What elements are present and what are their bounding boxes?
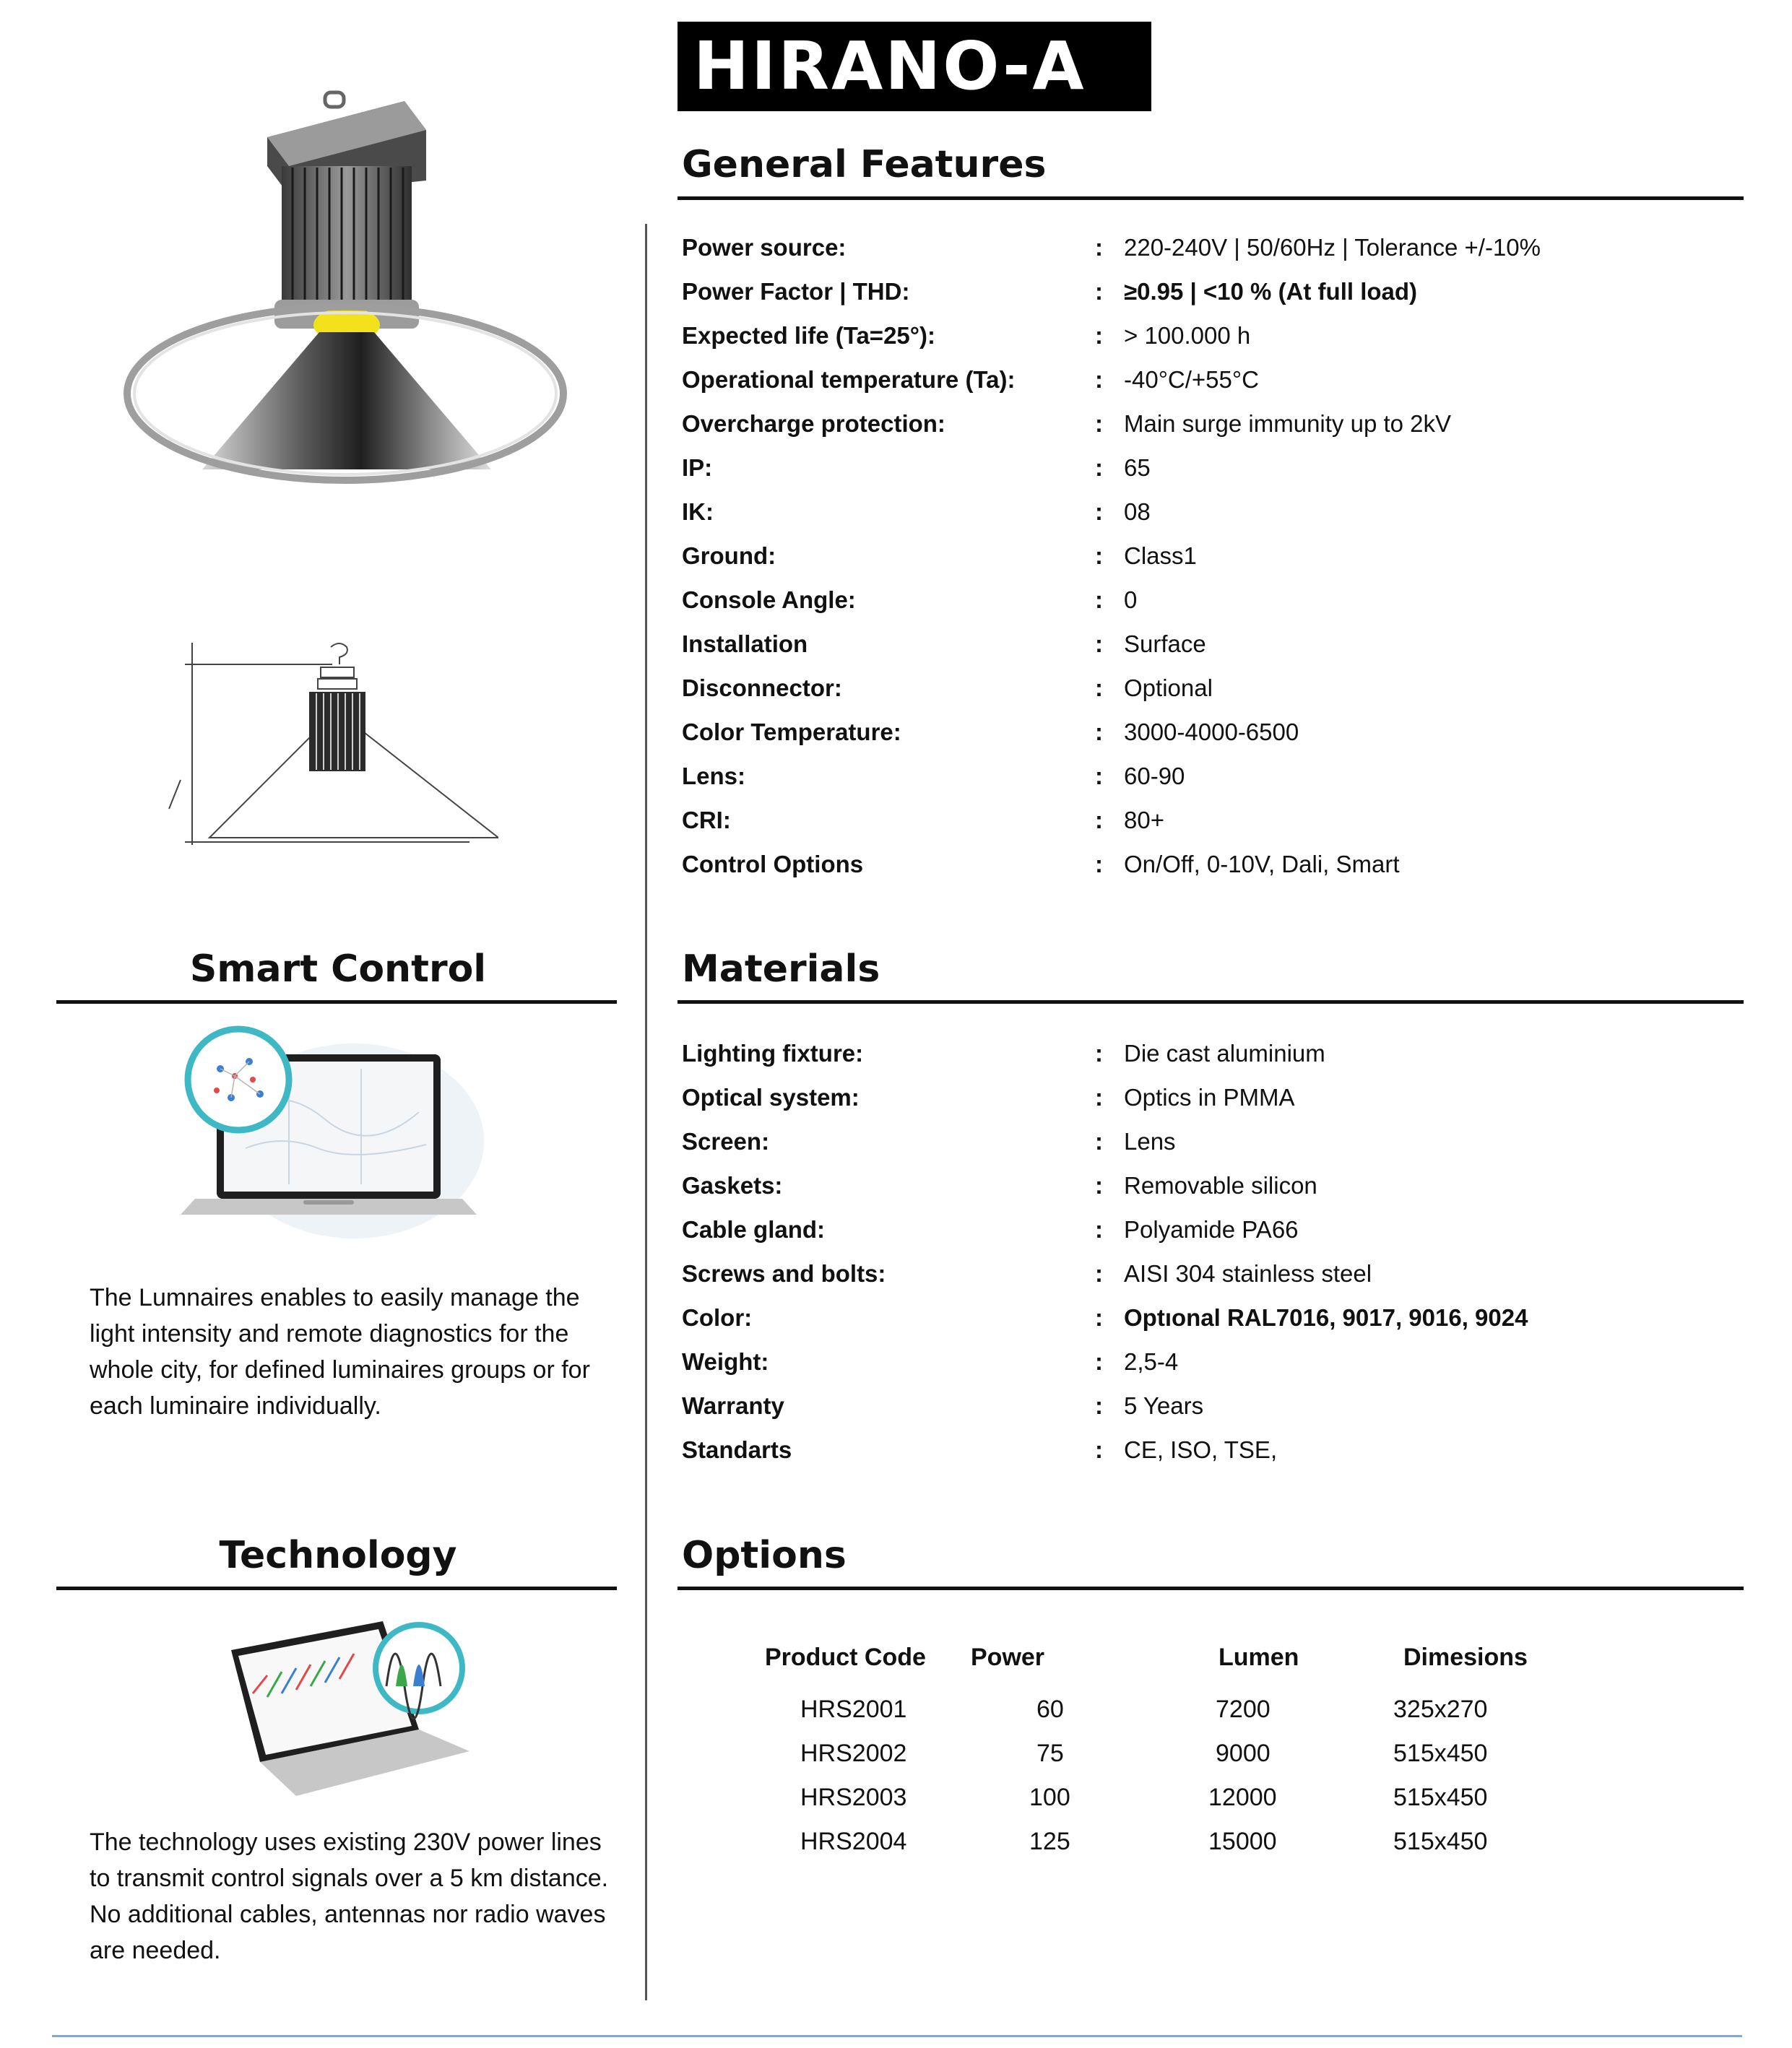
smart-control-heading: Smart Control [189, 947, 487, 991]
spec-value: AISI 304 stainless steel [1124, 1260, 1372, 1287]
spec-label: Weight: [682, 1348, 769, 1375]
spec-label: Gaskets: [682, 1172, 783, 1199]
spec-row [682, 1084, 1765, 1128]
spec-colon: : [1095, 542, 1103, 569]
options-cell: 515x450 [1393, 1828, 1488, 1855]
spec-row [682, 630, 1765, 674]
spec-colon: : [1095, 1304, 1103, 1331]
spec-value: 5 Years [1124, 1392, 1204, 1419]
spec-value: Polyamide PA66 [1124, 1216, 1299, 1243]
technology-text: The technology uses existing 230V power lines to transmit control signals over a 5 km distance. No additional cables, antennas nor radio waves are needed. [90, 1828, 609, 1964]
spec-row [682, 1348, 1765, 1392]
spec-row [682, 410, 1765, 454]
options-cell: 515x450 [1393, 1784, 1488, 1811]
options-cell: 100 [1029, 1784, 1070, 1811]
spec-row [682, 454, 1765, 498]
spec-value: > 100.000 h [1124, 322, 1251, 349]
spec-row [682, 278, 1765, 322]
spec-colon: : [1095, 1348, 1103, 1375]
spec-row [682, 1392, 1765, 1436]
options-cell: HRS2001 [800, 1696, 907, 1723]
general-features-table [682, 234, 1765, 913]
options-cell: 325x270 [1393, 1696, 1488, 1723]
spec-value: 60-90 [1124, 763, 1185, 789]
spec-label: Screws and bolts: [682, 1260, 886, 1287]
spec-colon: : [1095, 851, 1103, 877]
spec-colon: : [1095, 1392, 1103, 1419]
options-cell: 9000 [1216, 1740, 1271, 1767]
spec-label: Power source: [682, 234, 847, 261]
spec-label: IP: [682, 454, 713, 481]
spec-row [682, 498, 1765, 542]
options-table [682, 1644, 1693, 1882]
spec-label: Operational temperature (Ta): [682, 366, 1016, 393]
options-cell: 515x450 [1393, 1740, 1488, 1767]
options-cell: HRS2003 [800, 1784, 907, 1811]
spec-value: Optics in PMMA [1124, 1084, 1295, 1111]
spec-label: Cable gland: [682, 1216, 826, 1243]
spec-row [682, 1304, 1765, 1348]
materials-heading: Materials [682, 947, 880, 991]
options-heading: Options [682, 1534, 847, 1577]
spec-colon: : [1095, 586, 1103, 613]
materials-rule [678, 1000, 1744, 1004]
spec-colon: : [1095, 674, 1103, 701]
spec-label: Optical system: [682, 1084, 860, 1111]
spec-colon: : [1095, 807, 1103, 833]
spec-value: 0 [1124, 586, 1138, 613]
spec-value: 80+ [1124, 807, 1164, 833]
options-cell: HRS2004 [800, 1828, 907, 1855]
spec-label: Color Temperature: [682, 719, 901, 745]
spec-value: Optional [1124, 674, 1213, 701]
spec-colon: : [1095, 278, 1103, 305]
spec-value: 220-240V | 50/60Hz | Tolerance +/-10% [1124, 234, 1541, 261]
spec-row [682, 586, 1765, 630]
spec-label: Screen: [682, 1128, 770, 1155]
spec-row [682, 674, 1765, 719]
spec-value: Removable silicon [1124, 1172, 1317, 1199]
spec-label: Installation [682, 630, 808, 657]
spec-label: Ground: [682, 542, 776, 569]
spec-colon: : [1095, 1040, 1103, 1067]
spec-colon: : [1095, 763, 1103, 789]
options-cell: 125 [1029, 1828, 1070, 1855]
smart-control-text: The Lumnaires enables to easily manage the light intensity and remote diagnostics for the whole city, for defined luminaires groups or for each luminaire individually. [90, 1284, 590, 1420]
spec-value: Optıonal RAL7016, 9017, 9016, 9024 [1124, 1304, 1528, 1331]
spec-value: Main surge immunity up to 2kV [1124, 410, 1452, 437]
options-cell: HRS2002 [800, 1740, 907, 1767]
options-cell: 15000 [1208, 1828, 1277, 1855]
spec-row [682, 1436, 1765, 1480]
spec-label: Console Angle: [682, 586, 856, 613]
options-header-dimensions: Dimesions [1403, 1644, 1528, 1671]
smart-control-rule [56, 1000, 617, 1004]
spec-label: Color: [682, 1304, 753, 1331]
spec-value: Surface [1124, 630, 1206, 657]
spec-value: Die cast aluminium [1124, 1040, 1325, 1067]
spec-colon: : [1095, 454, 1103, 481]
spec-label: Expected life (Ta=25°): [682, 322, 935, 349]
general-features-rule [678, 196, 1744, 200]
options-header-product-code: Product Code [765, 1644, 926, 1671]
spec-value: 08 [1124, 498, 1151, 525]
options-cell: 75 [1036, 1740, 1064, 1767]
spec-row [682, 1260, 1765, 1304]
spec-value: ≥0.95 | <10 % (At full load) [1124, 278, 1418, 305]
spec-value: Lens [1124, 1128, 1176, 1155]
spec-row [682, 1172, 1765, 1216]
spec-label: IK: [682, 498, 714, 525]
spec-colon: : [1095, 410, 1103, 437]
spec-value: On/Off, 0-10V, Dali, Smart [1124, 851, 1400, 877]
spec-row [682, 234, 1765, 278]
footer-rule [52, 2035, 1742, 2037]
spec-row [682, 763, 1765, 807]
dimension-drawing-icon [166, 635, 498, 852]
spec-value: CE, ISO, TSE, [1124, 1436, 1278, 1463]
spec-colon: : [1095, 366, 1103, 393]
spec-row [682, 366, 1765, 410]
spec-colon: : [1095, 498, 1103, 525]
materials-table [682, 1040, 1765, 1488]
smart-control-laptop-icon [181, 1025, 484, 1242]
spec-label: Standarts [682, 1436, 792, 1463]
spec-row [682, 807, 1765, 851]
spec-colon: : [1095, 1436, 1103, 1463]
spec-row [682, 1216, 1765, 1260]
spec-label: CRI: [682, 807, 731, 833]
spec-value: -40°C/+55°C [1124, 366, 1259, 393]
spec-label: Disconnector: [682, 674, 842, 701]
technology-laptop-icon [209, 1607, 484, 1823]
spec-row [682, 851, 1765, 895]
spec-label: Control Options [682, 851, 864, 877]
options-cell: 7200 [1216, 1696, 1271, 1723]
product-photo-lamp-icon [116, 87, 578, 491]
spec-label: Power Factor | THD: [682, 278, 910, 305]
spec-label: Lens: [682, 763, 746, 789]
spec-row [682, 1040, 1765, 1084]
spec-colon: : [1095, 1172, 1103, 1199]
options-header-power: Power [971, 1644, 1045, 1671]
technology-rule [56, 1587, 617, 1590]
spec-value: Class1 [1124, 542, 1197, 569]
spec-colon: : [1095, 1128, 1103, 1155]
column-divider [645, 224, 647, 2000]
options-rule [678, 1587, 1744, 1590]
spec-row [682, 1128, 1765, 1172]
product-title: HIRANO-A [678, 22, 1151, 111]
spec-colon: : [1095, 322, 1103, 349]
spec-value: 65 [1124, 454, 1151, 481]
spec-label: Overcharge protection: [682, 410, 945, 437]
spec-colon: : [1095, 1216, 1103, 1243]
spec-colon: : [1095, 719, 1103, 745]
spec-value: 2,5-4 [1124, 1348, 1179, 1375]
options-header-lumen: Lumen [1219, 1644, 1299, 1671]
technology-heading: Technology [219, 1534, 457, 1577]
spec-row [682, 322, 1765, 366]
spec-colon: : [1095, 1260, 1103, 1287]
spec-colon: : [1095, 630, 1103, 657]
spec-row [682, 719, 1765, 763]
spec-row [682, 542, 1765, 586]
spec-colon: : [1095, 1084, 1103, 1111]
spec-label: Warranty [682, 1392, 784, 1419]
spec-colon: : [1095, 234, 1103, 261]
spec-value: 3000-4000-6500 [1124, 719, 1299, 745]
general-features-heading: General Features [682, 143, 1047, 186]
options-cell: 12000 [1208, 1784, 1277, 1811]
options-cell: 60 [1036, 1696, 1064, 1723]
spec-label: Lighting fixture: [682, 1040, 864, 1067]
